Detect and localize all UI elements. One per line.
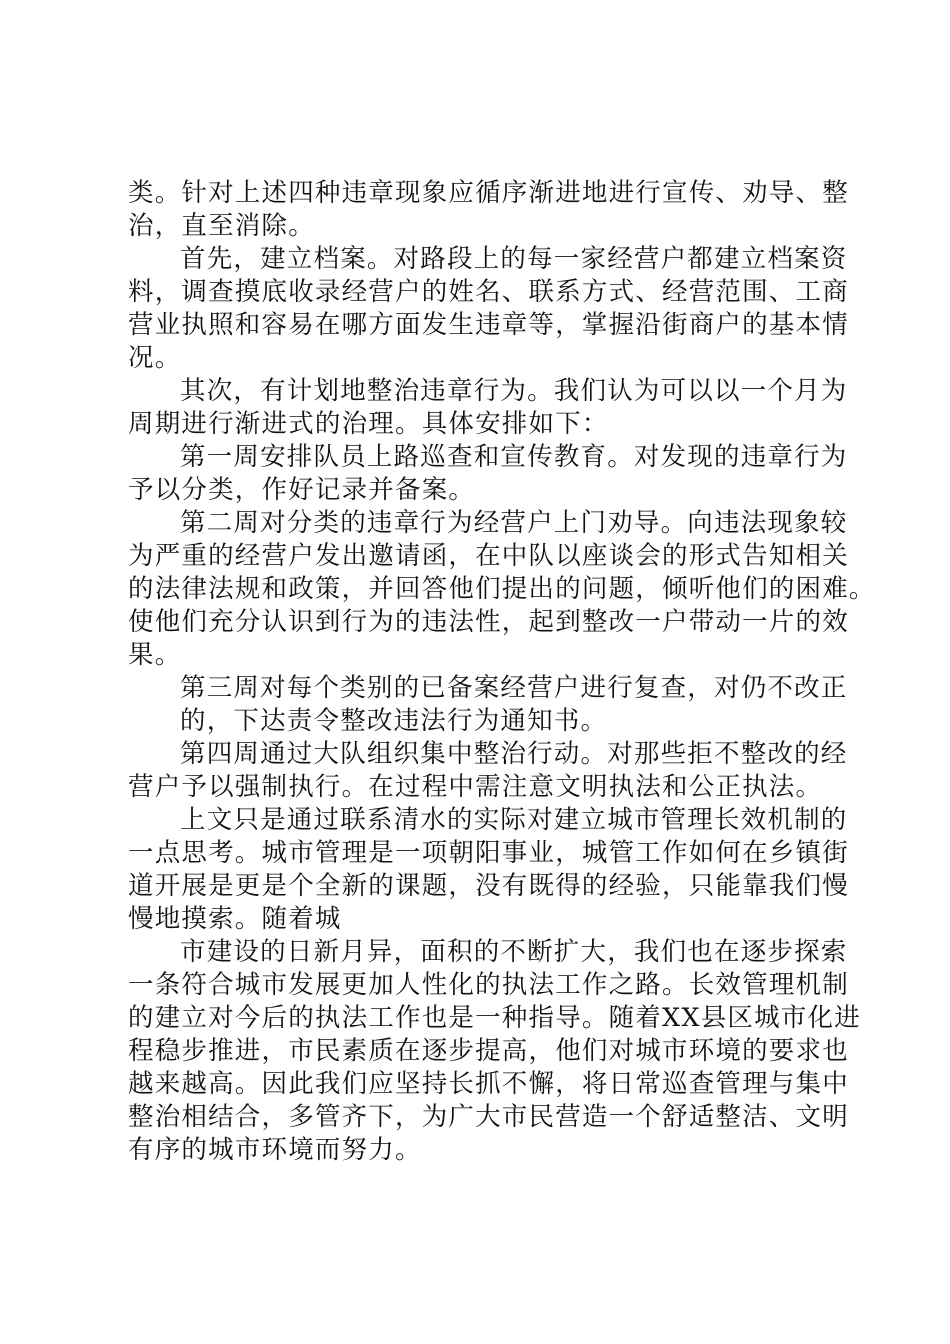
text-line: 的，下达责令整改违法行为通知书。 [180, 706, 608, 736]
text-line: 周期进行渐进式的治理。具体安排如下： [128, 409, 609, 439]
paragraph-start-line: 市建设的日新月异，面积的不断扩大，我们也在逐步探索 [180, 937, 848, 967]
text-line: 的法律法规和政策，并回答他们提出的问题，倾听他们的困难。 [128, 574, 876, 604]
text-line: 营户予以强制执行。在过程中需注意文明执法和公正执法。 [128, 772, 823, 802]
text-line: 有序的城市环境而努力。 [128, 1135, 422, 1165]
paragraph-start-line: 第三周对每个类别的已备案经营户进行复查，对仍不改正 [180, 673, 848, 703]
text-line: 类。针对上述四种违章现象应循序渐进地进行宣传、劝导、整 [128, 178, 849, 208]
text-line: 慢地摸索。随着城 [128, 904, 342, 934]
text-line: 使他们充分认识到行为的违法性，起到整改一户带动一片的效 [128, 607, 849, 637]
paragraph-start-line: 第四周通过大队组织集中整治行动。对那些拒不整改的经 [180, 739, 848, 769]
text-line: 治，直至消除。 [128, 211, 315, 241]
text-line: 料，调查摸底收录经营户的姓名、联系方式、经营范围、工商 [128, 277, 849, 307]
text-line: 整治相结合，多管齐下，为广大市民营造一个舒适整洁、文明 [128, 1102, 849, 1132]
paragraph-start-line: 首先，建立档案。对路段上的每一家经营户都建立档案资 [180, 244, 848, 274]
text-line: 一点思考。城市管理是一项朝阳事业，城管工作如何在乡镇街 [128, 838, 849, 868]
text-line: 越来越高。因此我们应坚持长抓不懈，将日常巡查管理与集中 [128, 1069, 849, 1099]
paragraph-start-line: 其次，有计划地整治违章行为。我们认为可以以一个月为 [180, 376, 848, 406]
text-line: 程稳步推进，市民素质在逐步提高，他们对城市环境的要求也 [128, 1036, 849, 1066]
text-line: 况。 [128, 343, 182, 373]
text-line: 道开展是更是个全新的课题，没有既得的经验，只能靠我们慢 [128, 871, 849, 901]
paragraph-start-line: 第一周安排队员上路巡查和宣传教育。对发现的违章行为 [180, 442, 848, 472]
text-line: 果。 [128, 640, 182, 670]
paragraph-start-line: 上文只是通过联系清水的实际对建立城市管理长效机制的 [180, 805, 848, 835]
text-line: 一条符合城市发展更加人性化的执法工作之路。长效管理机制 [128, 970, 849, 1000]
text-line: 为严重的经营户发出邀请函，在中队以座谈会的形式告知相关 [128, 541, 849, 571]
text-line: 的建立对今后的执法工作也是一种指导。随着XX县区城市化进 [128, 1003, 861, 1033]
text-line: 营业执照和容易在哪方面发生违章等，掌握沿街商户的基本情 [128, 310, 849, 340]
text-line: 予以分类，作好记录并备案。 [128, 475, 476, 505]
paragraph-start-line: 第二周对分类的违章行为经营户上门劝导。向违法现象较 [180, 508, 848, 538]
